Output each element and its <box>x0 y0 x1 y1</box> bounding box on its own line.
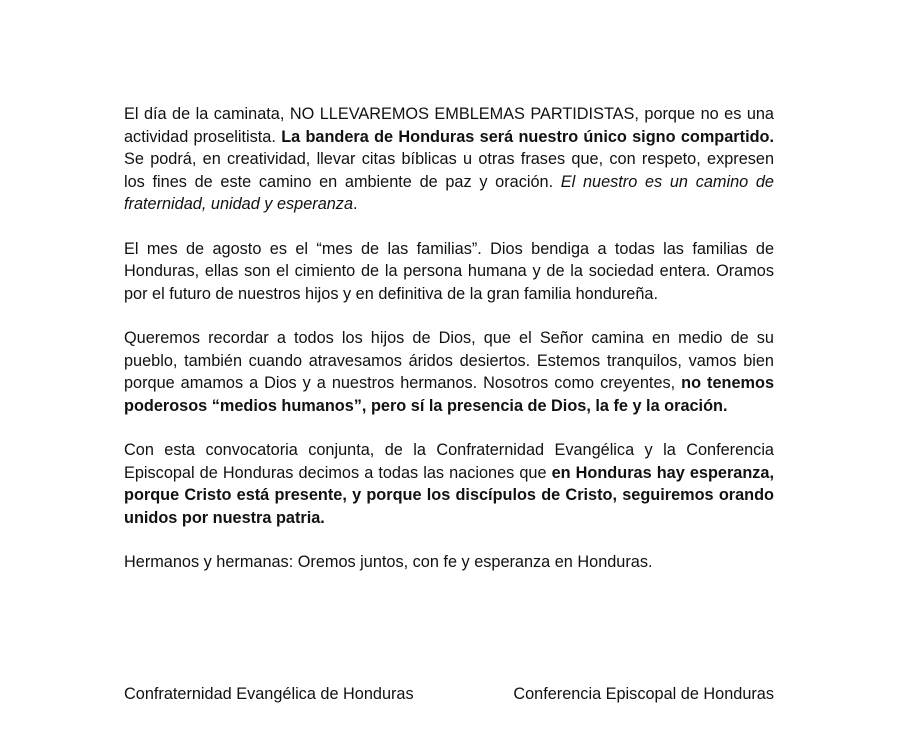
signature-conferencia-episcopal: Conferencia Episcopal de Honduras <box>513 685 774 703</box>
signature-confraternidad-evangelica: Confraternidad Evangélica de Honduras <box>124 685 414 703</box>
paragraph-2 <box>124 238 774 306</box>
paragraph-1-text-a: El día de la caminata, NO LLEVAREMOS EMBLEMAS PARTIDISTAS, porque no es una actividad proselitista. <box>124 105 774 146</box>
paragraph-2-text: El mes de agosto es el “mes de las familias”. Dios bendiga a todas las familias de Honduras, ellas son el cimiento de la persona humana y de la sociedad entera. Oramos por el futuro de nuestros hijos y en definitiva de la gran familia hondureña. <box>124 239 774 303</box>
paragraph-1-bold-flag-sentence: La bandera de Honduras será nuestro único signo compartido. <box>281 127 774 146</box>
signature-block <box>124 683 774 707</box>
paragraph-5-text: Hermanos y hermanas: Oremos juntos, con fe y esperanza en Honduras. <box>124 553 653 571</box>
paragraph-1-period: . <box>353 195 358 213</box>
paragraph-4-bold-sentence: en Honduras hay esperanza, porque Cristo está presente, y porque los discípulos de Cristo, seguiremos orando unidos por nuestra patria. <box>124 463 775 527</box>
paragraph-3 <box>124 327 774 417</box>
paragraph-3-bold-sentence: no tenemos poderosos “medios humanos”, pero sí la presencia de Dios, la fe y la oración. <box>124 374 774 415</box>
paragraph-3-text: Queremos recordar a todos los hijos de Dios, que el Señor camina en medio de su pueblo, también cuando atravesamos áridos desiertos. Estemos tranquilos, vamos bien porque amamos a Dios y a nuestros hermanos. Nosotros como creyentes, <box>124 329 774 392</box>
paragraph-1 <box>124 103 774 216</box>
paragraph-5 <box>124 551 774 574</box>
document-body <box>124 103 774 596</box>
paragraph-1-text-b: Se podrá, en creatividad, llevar citas bíblicas u otras frases que, con respeto, expresen los fines de este camino en ambiente de paz y oración. <box>124 150 774 191</box>
paragraph-1-italic-sentence: El nuestro es un camino de fraternidad, unidad y esperanza <box>124 172 774 213</box>
paragraph-4-text: Con esta convocatoria conjunta, de la Confraternidad Evangélica y la Conferencia Episcopal de Honduras decimos a todas las naciones que <box>124 441 774 482</box>
paragraph-4 <box>124 439 774 529</box>
